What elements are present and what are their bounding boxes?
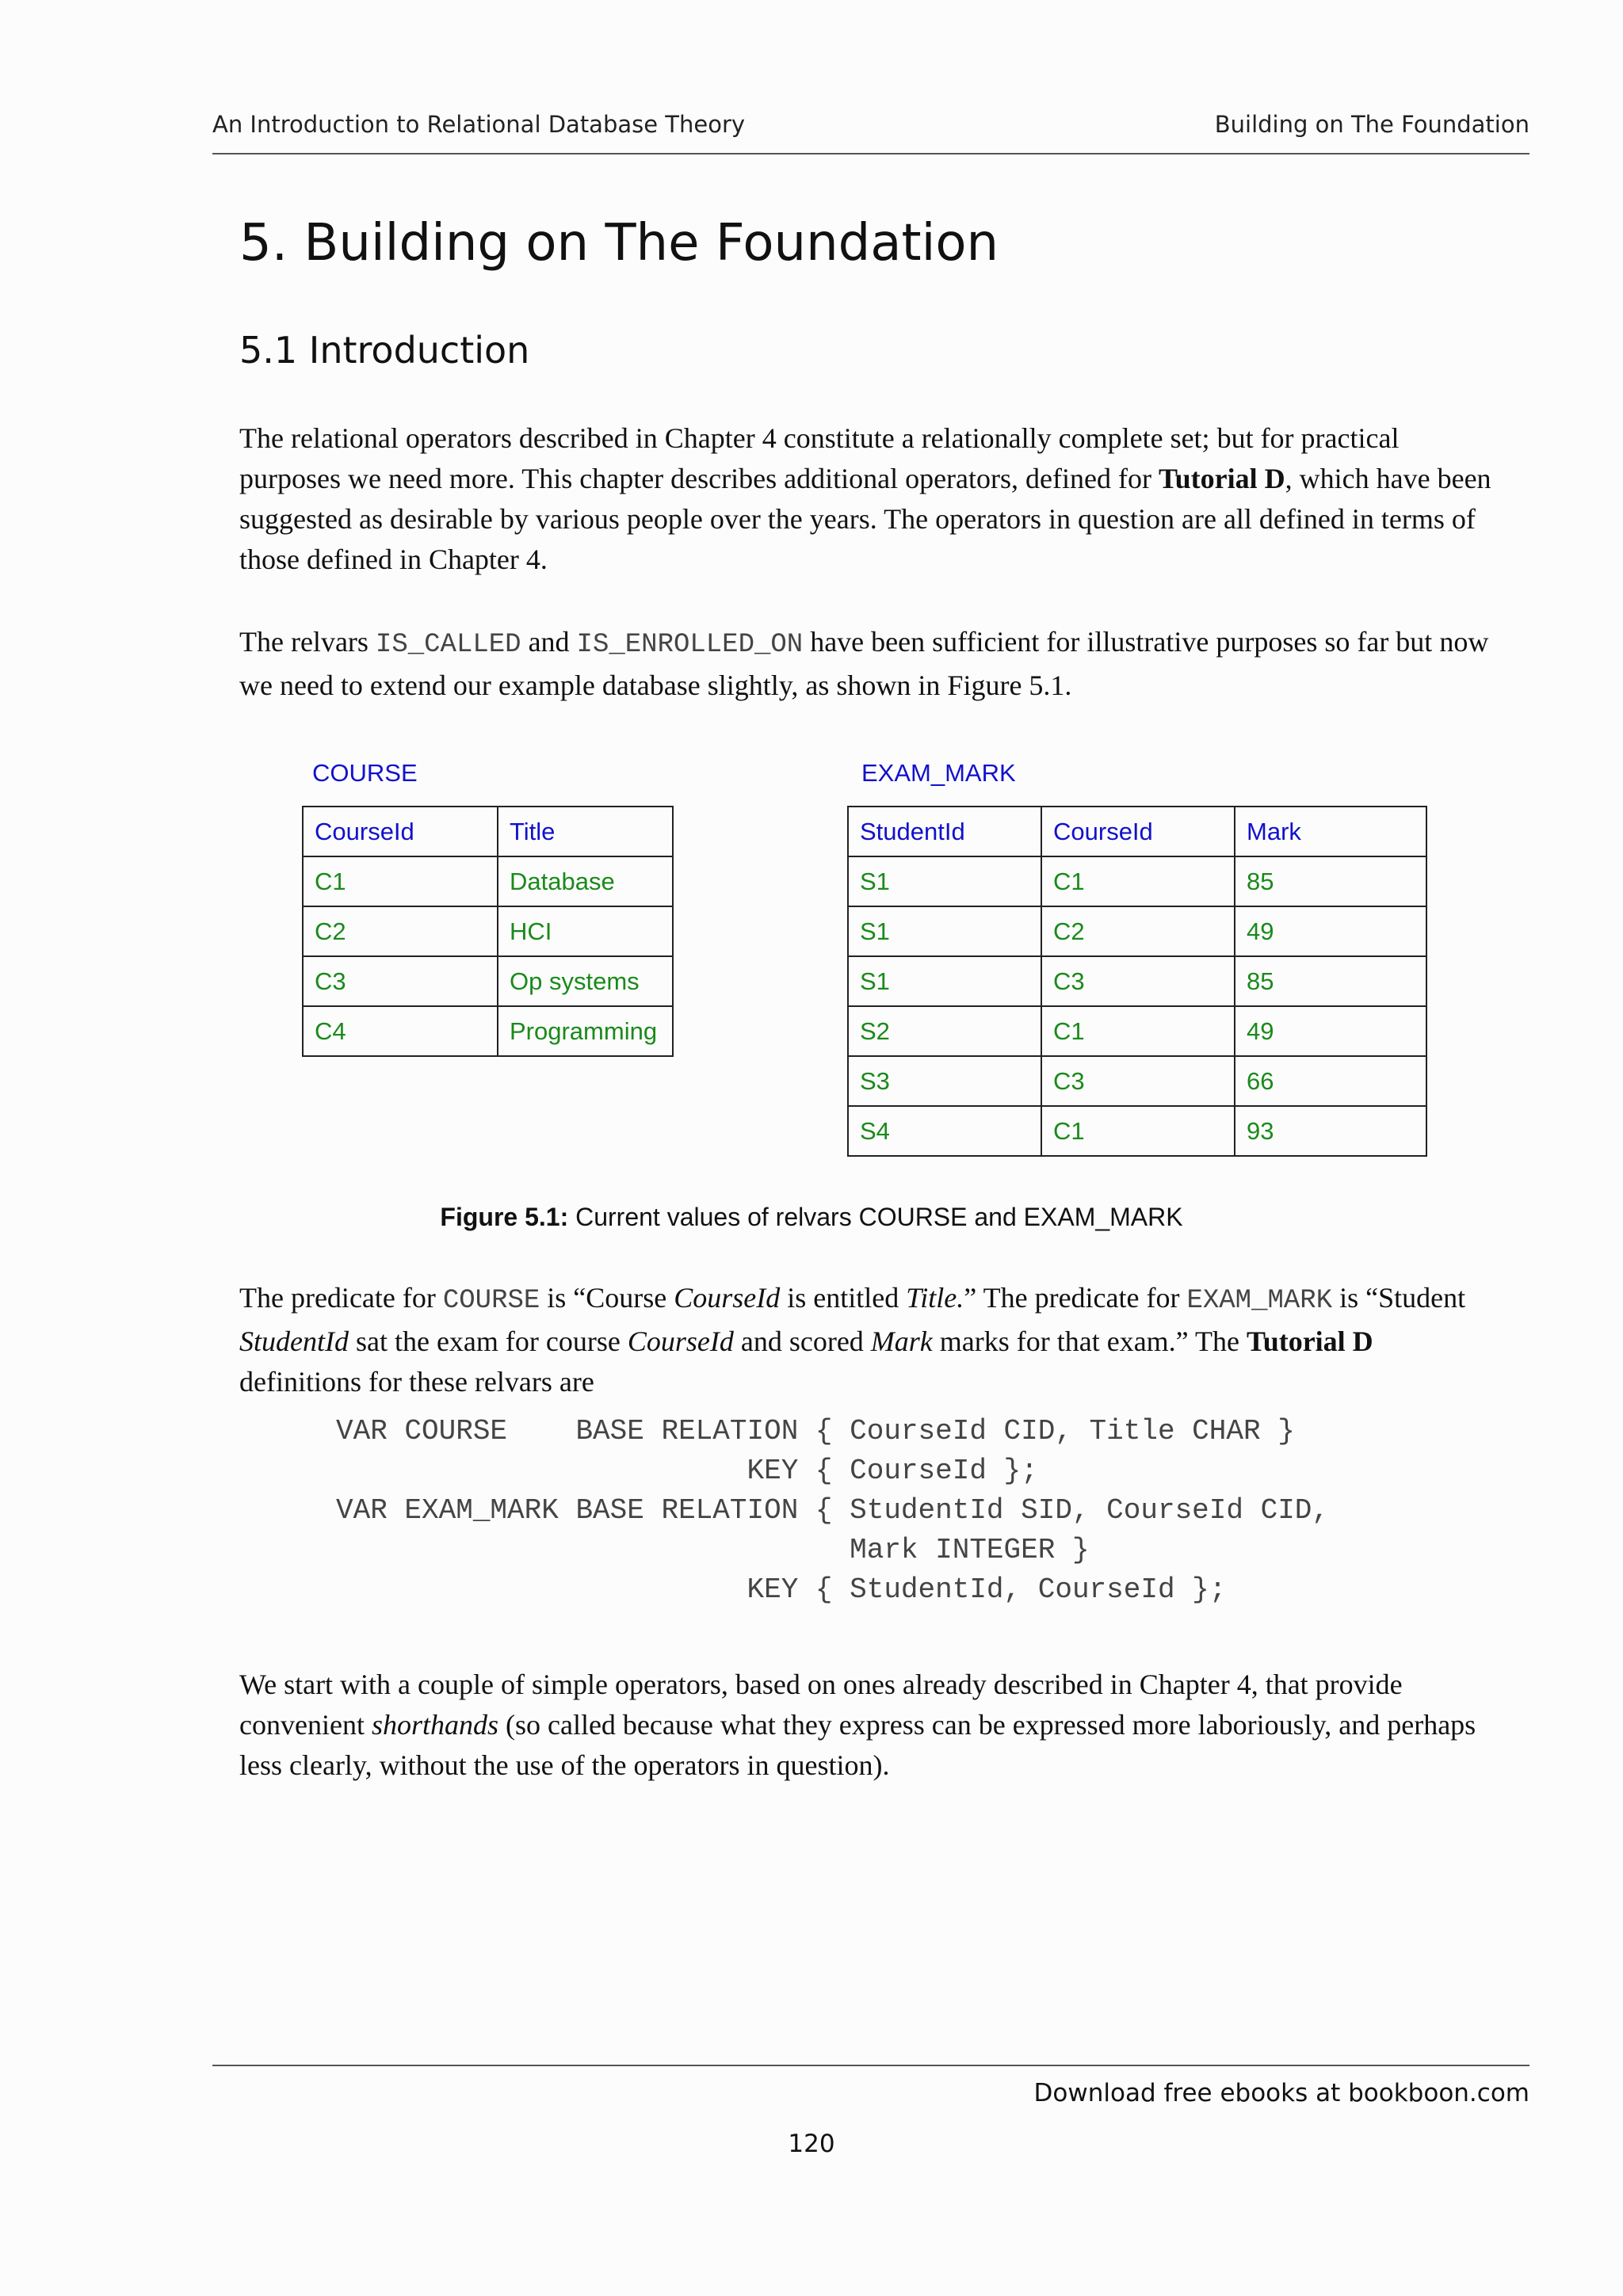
- text-run: and scored: [733, 1325, 871, 1357]
- table-cell: C2: [303, 906, 498, 956]
- table-cell: 93: [1235, 1106, 1426, 1156]
- text-run: have been sufficient for illustrative purposes so far but now we need to extend our example database slightly, as shown in Figure 5.1.: [239, 626, 1489, 701]
- running-header: [212, 111, 1529, 138]
- caption-text: Current values of relvars COURSE and EXAM_MARK: [568, 1203, 1183, 1231]
- table-cell: Database: [498, 856, 673, 906]
- paragraph-predicates: [239, 1278, 1491, 1402]
- italic-term: CourseId: [627, 1325, 734, 1357]
- page-number: 120: [788, 2130, 835, 2158]
- table-cell: C1: [303, 856, 498, 906]
- caption-label: Figure 5.1:: [440, 1203, 569, 1231]
- table-cell: HCI: [498, 906, 673, 956]
- text-run: is “Course: [540, 1282, 674, 1314]
- exam-mark-table-label: EXAM_MARK: [861, 759, 1016, 787]
- table-cell: C3: [1041, 1056, 1235, 1106]
- table-cell: 85: [1235, 956, 1426, 1006]
- table-cell: Op systems: [498, 956, 673, 1006]
- figure-caption: [0, 1203, 1623, 1232]
- table-row: [848, 1106, 1426, 1156]
- text-run: is “Student: [1332, 1282, 1466, 1314]
- table-cell: S1: [848, 906, 1041, 956]
- table-cell: C2: [1041, 906, 1235, 956]
- paragraph-intro: [239, 418, 1491, 580]
- text-run: The predicate for: [239, 1282, 443, 1314]
- text-run: definitions for these relvars are: [239, 1366, 594, 1398]
- table-row: [848, 906, 1426, 956]
- table-cell: S1: [848, 956, 1041, 1006]
- text-run: , which have been suggested as desirable by various people over the years. The operators in question are all defined in terms of those defined in Chapter 4.: [239, 463, 1491, 575]
- exam-mark-table: [847, 806, 1427, 1157]
- text-run: ” The predicate for: [964, 1282, 1187, 1314]
- table-cell: 49: [1235, 1006, 1426, 1056]
- text-run: The relational operators described in Chapter 4 constitute a relationally complete set; but for practical purposes we need more. This chapter describes additional operators, defined for: [239, 422, 1400, 494]
- header-divider: [212, 153, 1529, 154]
- code-term: IS_CALLED: [375, 630, 521, 660]
- table-row: [848, 856, 1426, 906]
- text-run: sat the exam for course: [348, 1325, 628, 1357]
- text-run: We start with a couple of simple operators, based on ones already described in Chapter 4, that provide convenient: [239, 1669, 1403, 1741]
- table-row: [303, 906, 673, 956]
- table-cell: C1: [1041, 1106, 1235, 1156]
- text-run: marks for that exam.” The: [932, 1325, 1247, 1357]
- column-header: CourseId: [1041, 807, 1235, 856]
- bookboon-link[interactable]: Download free ebooks at bookboon.com: [1033, 2079, 1529, 2107]
- table-cell: S2: [848, 1006, 1041, 1056]
- table-header-row: [848, 807, 1426, 856]
- table-row: [303, 1006, 673, 1056]
- table-cell: 66: [1235, 1056, 1426, 1106]
- text-run: The relvars: [239, 626, 376, 658]
- bold-term: Tutorial D: [1246, 1325, 1373, 1357]
- table-row: [848, 1006, 1426, 1056]
- paragraph-relvars: [239, 622, 1491, 706]
- table-cell: 85: [1235, 856, 1426, 906]
- italic-term: shorthands: [371, 1709, 498, 1741]
- italic-term: CourseId: [674, 1282, 781, 1314]
- table-cell: S4: [848, 1106, 1041, 1156]
- column-header: Title: [498, 807, 673, 856]
- code-term: EXAM_MARK: [1186, 1286, 1333, 1316]
- column-header: CourseId: [303, 807, 498, 856]
- table-row: [848, 956, 1426, 1006]
- table-cell: C1: [1041, 856, 1235, 906]
- table-row: [848, 1056, 1426, 1106]
- column-header: Mark: [1235, 807, 1426, 856]
- table-cell: S3: [848, 1056, 1041, 1106]
- header-book-title: An Introduction to Relational Database Theory: [212, 111, 746, 138]
- table-cell: C1: [1041, 1006, 1235, 1056]
- table-cell: C3: [303, 956, 498, 1006]
- text-run: is entitled: [780, 1282, 907, 1314]
- footer-divider: [212, 2065, 1529, 2066]
- column-header: StudentId: [848, 807, 1041, 856]
- table-cell: C3: [1041, 956, 1235, 1006]
- table-cell: Programming: [498, 1006, 673, 1056]
- table-row: [303, 956, 673, 1006]
- table-cell: C4: [303, 1006, 498, 1056]
- italic-term: StudentId: [239, 1325, 349, 1357]
- italic-term: Mark: [870, 1325, 933, 1357]
- table-header-row: [303, 807, 673, 856]
- table-row: [303, 856, 673, 906]
- section-title: 5.1 Introduction: [239, 329, 530, 372]
- italic-term: Title.: [906, 1282, 964, 1314]
- header-chapter-title: Building on The Foundation: [1214, 111, 1529, 138]
- code-term: COURSE: [442, 1286, 540, 1316]
- paragraph-shorthands: [239, 1665, 1491, 1786]
- chapter-title: 5. Building on The Foundation: [239, 214, 999, 273]
- text-run: (so called because what they express can be expressed more laboriously, and perhaps less clearly, without the use of the operators in question).: [239, 1709, 1476, 1781]
- table-cell: 49: [1235, 906, 1426, 956]
- code-block: VAR COURSE BASE RELATION { CourseId CID, Title CHAR } KEY { CourseId }; VAR EXAM_MARK BASE RELATION { StudentId SID, CourseId CID, Mark INTEGER } KEY { StudentId, CourseId };: [336, 1415, 1330, 1606]
- bold-term: Tutorial D: [1158, 463, 1285, 494]
- text-run: and: [521, 626, 577, 658]
- table-cell: S1: [848, 856, 1041, 906]
- course-table-label: COURSE: [312, 759, 418, 787]
- course-table: [302, 806, 674, 1057]
- code-term: IS_ENROLLED_ON: [576, 630, 804, 660]
